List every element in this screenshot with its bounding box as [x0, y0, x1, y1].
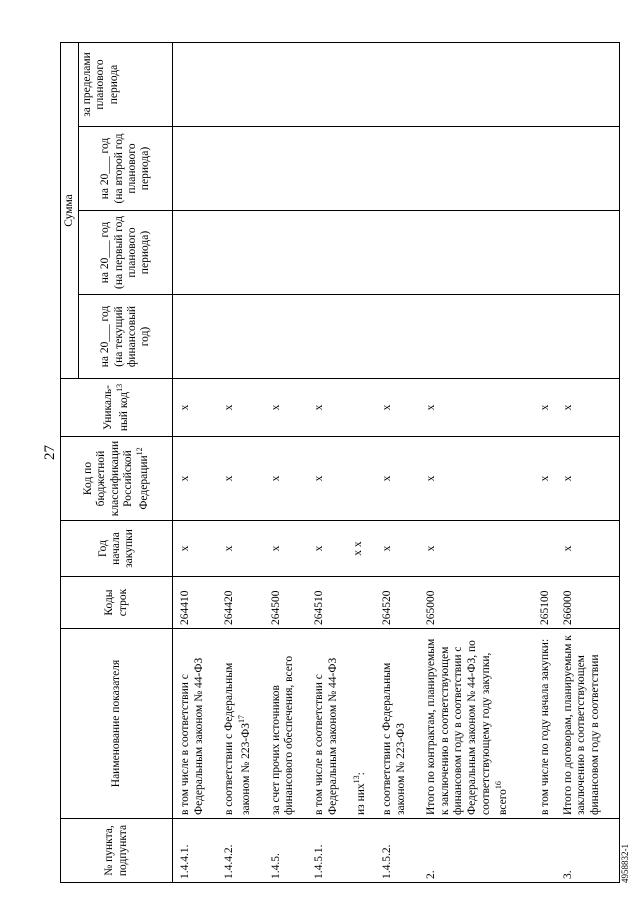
document-id: 4958832-1	[620, 844, 630, 883]
row-kbk	[350, 437, 375, 521]
row-name: в том числе в соответствии с Федеральным законом № 44-ФЗ	[307, 629, 350, 819]
row-year	[533, 521, 560, 577]
table-row	[560, 42, 620, 882]
row-code: 264520	[375, 577, 418, 629]
row-num: 2.	[419, 819, 533, 883]
header-first-year: на 20___ год (на первый год планового периода)	[79, 211, 173, 295]
header-beyond: за пределами планового периода	[79, 42, 123, 126]
row-uniq: x	[419, 379, 533, 437]
table-row	[350, 42, 375, 882]
row-name: в соответствии с Федеральным законом № 223-ФЗ	[375, 629, 418, 819]
row-code: 264510	[307, 577, 350, 629]
row-year: x	[217, 521, 264, 577]
row-name: в том числе по году начала закупки:	[533, 629, 560, 819]
row-kbk: x	[533, 437, 560, 521]
row-code: 265000	[419, 577, 533, 629]
row-name: за счет прочих источников финансового обеспечения, всего	[264, 629, 307, 819]
row-year: x	[375, 521, 418, 577]
row-code: 264420	[217, 577, 264, 629]
row-kbk: x	[307, 437, 350, 521]
header-num: № пункта, подпункта	[61, 819, 173, 883]
row-uniq: x	[533, 379, 560, 437]
row-code: 264410	[173, 577, 217, 629]
row-name: Итого по контрактам, планируемым к заключению в соответствующем финансовом году в соответствии с Федеральным законом № 44-ФЗ, по соответствующему году закупки, всего$^{16}$	[419, 629, 533, 819]
row-kbk: x	[217, 437, 264, 521]
header-year: Год начала закупки	[61, 521, 173, 577]
header-code: Коды строк	[61, 577, 173, 629]
row-code: 265100	[533, 577, 560, 629]
table-row	[217, 42, 264, 882]
header-kbk: Код по бюджетной классификации Российской Федерации$^{12}$	[61, 437, 173, 521]
row-name: из них$^{13}$:	[350, 629, 375, 819]
indicators-table	[60, 42, 620, 883]
table-row	[419, 42, 533, 882]
row-uniq: x	[173, 379, 217, 437]
row-uniq	[350, 379, 375, 437]
row-year: x	[173, 521, 217, 577]
row-name: в том числе в соответствии с Федеральным законом № 44-ФЗ	[173, 629, 217, 819]
page-number: 27	[42, 445, 58, 460]
header-current-year: на 20___ год (на текущий финансовый год)	[79, 295, 173, 379]
row-code: 264500	[264, 577, 307, 629]
row-code: 266000	[560, 577, 620, 629]
row-name: Итого по договорам, планируемым к заключению в соответствующем финансовом году в соответствии	[560, 629, 620, 819]
row-code	[350, 577, 375, 629]
row-kbk: x	[173, 437, 217, 521]
header-second-year: на 20___ год (на второй год планового периода)	[79, 127, 173, 211]
row-year: x	[419, 521, 533, 577]
row-year: x	[264, 521, 307, 577]
table-row	[375, 42, 418, 882]
row-num: 1.4.4.1.	[173, 819, 217, 883]
table-row	[533, 42, 560, 882]
row-kbk: x	[264, 437, 307, 521]
row-name: в соответствии с Федеральным законом № 223-ФЗ$^{17}$	[217, 629, 264, 819]
header-sum: Сумма	[61, 42, 79, 378]
row-uniq: x	[307, 379, 350, 437]
header-name: Наименование показателя	[61, 629, 173, 819]
table-row	[307, 42, 350, 882]
row-kbk: x	[560, 437, 620, 521]
row-num	[350, 819, 375, 883]
row-uniq: x	[560, 379, 620, 437]
row-uniq: x	[375, 379, 418, 437]
row-uniq: x	[217, 379, 264, 437]
row-num: 3.	[560, 819, 620, 883]
row-uniq: x	[264, 379, 307, 437]
row-year: x	[307, 521, 350, 577]
row-num: 1.4.5.1.	[307, 819, 350, 883]
header-uniq: Уникаль-ный код$^{13}$	[61, 379, 173, 437]
table-row	[173, 42, 217, 882]
row-year: x	[560, 521, 620, 577]
table-row	[264, 42, 307, 882]
row-num: 1.4.4.2.	[217, 819, 264, 883]
row-kbk: x	[419, 437, 533, 521]
row-kbk: x	[375, 437, 418, 521]
row-year: x x	[350, 521, 375, 577]
row-num: 1.4.5.	[264, 819, 307, 883]
row-num: 1.4.5.2.	[375, 819, 418, 883]
row-num	[533, 819, 560, 883]
